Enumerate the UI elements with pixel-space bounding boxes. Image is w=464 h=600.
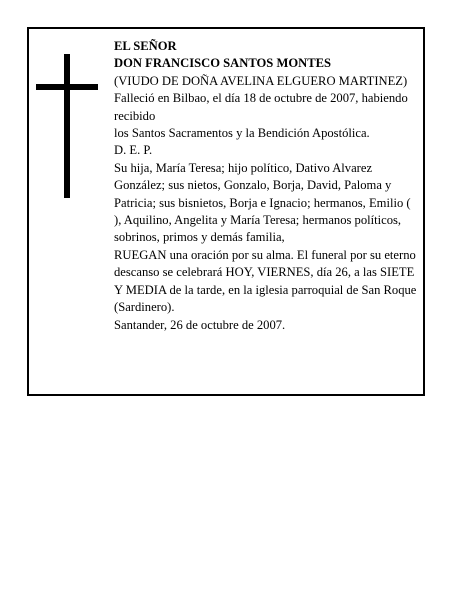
- cross-icon: [36, 54, 98, 198]
- obituary-text: [114, 38, 420, 334]
- funeral-details: RUEGAN una oración por su alma. El funeral por su eterno descanso se celebrará HOY, VIERNES, día 26, a las SIETE Y MEDIA de la tarde, en la iglesia parroquial de San Roque (Sardinero).: [114, 247, 417, 315]
- cross-horizontal-bar: [36, 84, 98, 90]
- family-members: Su hija, María Teresa; hijo político, Dativo Alvarez González; sus nietos, Gonzalo, Borja, David, Paloma y Patricia; sus bisnietos, Borja e Ignacio; hermanos, Emilio ( ), Aquilino, Angelita y María Teresa; hermanos políticos, sobrinos, primos y demás familia,: [114, 160, 411, 245]
- place-and-date: Santander, 26 de octubre de 2007.: [114, 317, 286, 332]
- death-announcement: Falleció en Bilbao, el día 18 de octubre de 2007, habiendo recibido: [114, 91, 408, 123]
- honorific: EL SEÑOR: [114, 39, 177, 53]
- rest-in-peace: D. E. P.: [114, 143, 153, 158]
- sacraments-line: los Santos Sacramentos y la Bendición Apostólica.: [114, 126, 370, 141]
- cross-vertical-bar: [64, 54, 70, 198]
- widower-of: (VIUDO DE DOÑA AVELINA ELGUERO MARTINEZ): [114, 73, 408, 88]
- deceased-name: DON FRANCISCO SANTOS MONTES: [114, 56, 332, 71]
